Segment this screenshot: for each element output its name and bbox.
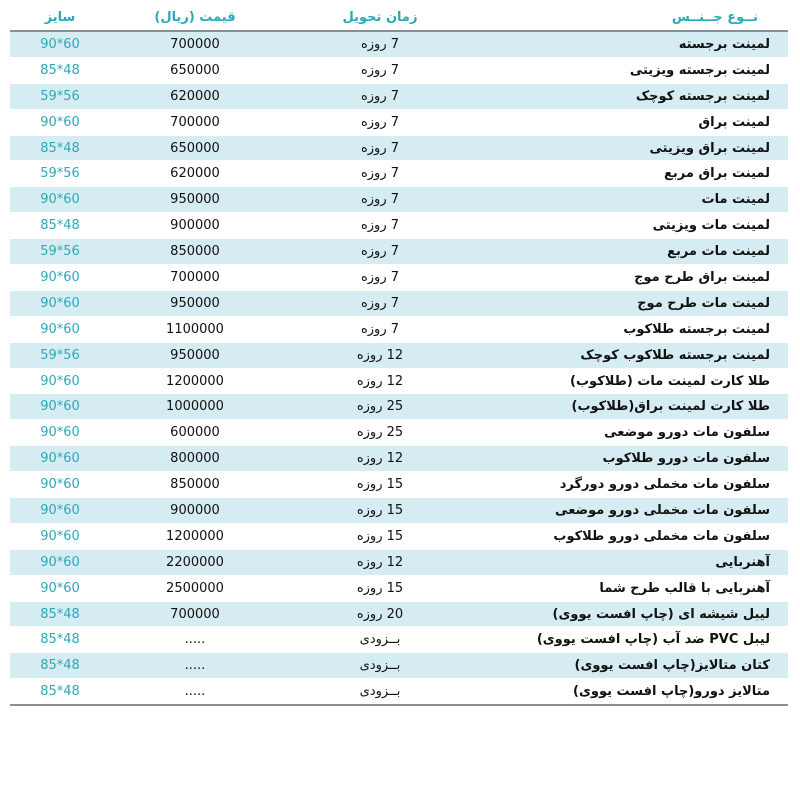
cell-product-type: سلفون مات مخملی دورو طلاکوب [480,523,788,549]
cell-price: 800000 [110,446,280,472]
cell-delivery-time: 7 روزه [280,290,480,316]
table-row [10,446,788,472]
cell-size: 59*56 [10,342,110,368]
cell-delivery-time: 7 روزه [280,135,480,161]
cell-delivery-time: 15 روزه [280,498,480,524]
cell-delivery-time: 7 روزه [280,161,480,187]
cell-product-type: لمینت براق ویزیتی [480,135,788,161]
cell-product-type: لمینت برجسته کوچک [480,83,788,109]
cell-product-type: لمینت برجسته طلاکوب [480,316,788,342]
cell-price: 700000 [110,265,280,291]
cell-product-type: آهنربایی [480,549,788,575]
cell-delivery-time: 15 روزه [280,575,480,601]
cell-price: 2500000 [110,575,280,601]
table-row [10,135,788,161]
cell-product-type: آهنربایی با قالب طرح شما [480,575,788,601]
cell-size: 90*60 [10,187,110,213]
cell-delivery-time: 12 روزه [280,549,480,575]
cell-size: 85*48 [10,213,110,239]
table-row [10,420,788,446]
cell-delivery-time: بــزودی [280,679,480,705]
cell-size: 85*48 [10,653,110,679]
table-row [10,523,788,549]
cell-price: 950000 [110,342,280,368]
cell-delivery-time: 7 روزه [280,213,480,239]
cell-product-type: لیبل شیشه ای (چاپ افست یووی) [480,601,788,627]
cell-price: ..... [110,679,280,705]
cell-product-type: طلا کارت لمینت مات (طلاکوب) [480,368,788,394]
table-row [10,627,788,653]
cell-price: 950000 [110,187,280,213]
cell-price: 1200000 [110,523,280,549]
cell-size: 85*48 [10,57,110,83]
table-row [10,213,788,239]
table-header [10,4,788,31]
cell-product-type: لمینت مات ویزیتی [480,213,788,239]
table-row [10,679,788,705]
cell-delivery-time: 7 روزه [280,109,480,135]
table-row [10,472,788,498]
header-size: سایز [10,4,110,31]
cell-price: 600000 [110,420,280,446]
header-row [10,4,788,31]
cell-price: 700000 [110,31,280,57]
cell-size: 90*60 [10,575,110,601]
cell-size: 90*60 [10,290,110,316]
table-row [10,342,788,368]
table-row [10,368,788,394]
cell-delivery-time: 7 روزه [280,57,480,83]
table-row [10,57,788,83]
table-row [10,498,788,524]
cell-product-type: سلفون مات دورو موضعی [480,420,788,446]
cell-size: 59*56 [10,161,110,187]
cell-product-type: لیبل PVC ضد آب (چاپ افست یووی) [480,627,788,653]
table-row [10,601,788,627]
cell-price: 950000 [110,290,280,316]
cell-size: 90*60 [10,31,110,57]
cell-price: 900000 [110,213,280,239]
cell-size: 90*60 [10,498,110,524]
cell-delivery-time: 7 روزه [280,239,480,265]
cell-size: 90*60 [10,316,110,342]
table-body [10,31,788,705]
cell-size: 59*56 [10,83,110,109]
cell-delivery-time: 7 روزه [280,187,480,213]
cell-price: 1000000 [110,394,280,420]
cell-delivery-time: 7 روزه [280,265,480,291]
cell-delivery-time: 7 روزه [280,316,480,342]
cell-delivery-time: 12 روزه [280,342,480,368]
cell-size: 90*60 [10,394,110,420]
cell-size: 90*60 [10,446,110,472]
cell-product-type: متالایز دورو(چاپ افست یووی) [480,679,788,705]
cell-product-type: لمینت مات [480,187,788,213]
cell-product-type: سلفون مات دورو طلاکوب [480,446,788,472]
price-table [10,4,788,706]
cell-product-type: لمینت مات طرح موج [480,290,788,316]
table-row [10,653,788,679]
cell-product-type: طلا کارت لمینت براق(طلاکوب) [480,394,788,420]
header-price: قیمت (ریال) [110,4,280,31]
cell-size: 85*48 [10,679,110,705]
cell-product-type: لمینت مات مربع [480,239,788,265]
cell-price: 2200000 [110,549,280,575]
cell-delivery-time: 12 روزه [280,368,480,394]
cell-delivery-time: 7 روزه [280,31,480,57]
table-row [10,83,788,109]
table-row [10,109,788,135]
cell-delivery-time: 12 روزه [280,446,480,472]
cell-size: 85*48 [10,135,110,161]
cell-price: ..... [110,653,280,679]
cell-size: 85*48 [10,627,110,653]
cell-size: 90*60 [10,109,110,135]
cell-product-type: لمینت براق طرح موج [480,265,788,291]
cell-price: 620000 [110,83,280,109]
cell-price: 850000 [110,239,280,265]
cell-price: 700000 [110,601,280,627]
cell-delivery-time: 25 روزه [280,420,480,446]
cell-price: 650000 [110,57,280,83]
cell-product-type: لمینت برجسته [480,31,788,57]
cell-product-type: سلفون مات مخملی دورو موضعی [480,498,788,524]
cell-size: 90*60 [10,368,110,394]
cell-price: ..... [110,627,280,653]
cell-delivery-time: 7 روزه [280,83,480,109]
cell-size: 85*48 [10,601,110,627]
cell-delivery-time: بــزودی [280,653,480,679]
cell-delivery-time: بــزودی [280,627,480,653]
cell-delivery-time: 20 روزه [280,601,480,627]
cell-product-type: لمینت برجسته ویزیتی [480,57,788,83]
table-row [10,549,788,575]
cell-product-type: لمینت براق [480,109,788,135]
table-row [10,161,788,187]
cell-delivery-time: 15 روزه [280,472,480,498]
header-delivery-time: زمان تحویل [280,4,480,31]
cell-delivery-time: 15 روزه [280,523,480,549]
cell-size: 90*60 [10,549,110,575]
table-row [10,265,788,291]
cell-size: 59*56 [10,239,110,265]
table-row [10,575,788,601]
header-product-type: نــوع جــنــس [480,4,788,31]
cell-price: 620000 [110,161,280,187]
table-row [10,316,788,342]
cell-product-type: سلفون مات مخملی دورو دورگرد [480,472,788,498]
cell-product-type: لمینت براق مربع [480,161,788,187]
table-row [10,239,788,265]
cell-size: 90*60 [10,265,110,291]
table-row [10,31,788,57]
cell-price: 1100000 [110,316,280,342]
cell-price: 700000 [110,109,280,135]
cell-size: 90*60 [10,472,110,498]
table-row [10,394,788,420]
cell-size: 90*60 [10,523,110,549]
cell-product-type: لمینت برجسته طلاکوب کوچک [480,342,788,368]
cell-price: 1200000 [110,368,280,394]
cell-size: 90*60 [10,420,110,446]
cell-price: 850000 [110,472,280,498]
cell-product-type: کتان متالایز(چاپ افست یووی) [480,653,788,679]
table-row [10,187,788,213]
cell-price: 650000 [110,135,280,161]
cell-price: 900000 [110,498,280,524]
cell-delivery-time: 25 روزه [280,394,480,420]
table-row [10,290,788,316]
